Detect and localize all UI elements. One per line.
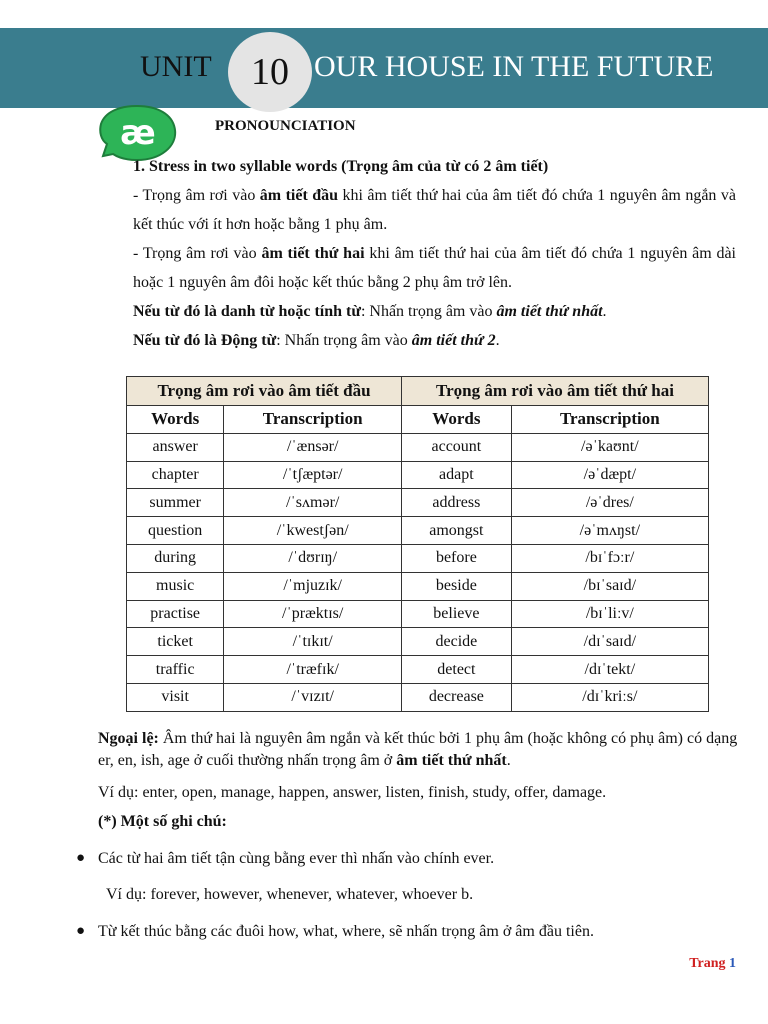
- word-cell: amongst: [402, 517, 512, 545]
- stress-table: [126, 376, 709, 712]
- col-transcription: Transcription: [511, 406, 708, 434]
- transcription-cell: /əˈdres/: [511, 489, 708, 517]
- unit-label: UNIT: [140, 50, 212, 83]
- table-row: [127, 572, 709, 600]
- page-number: 1: [729, 956, 736, 971]
- word-cell: practise: [127, 600, 224, 628]
- table-row: [127, 517, 709, 545]
- section-title: PRONOUNCIATION: [215, 118, 356, 134]
- table-row: [127, 600, 709, 628]
- word-cell: adapt: [402, 461, 512, 489]
- group-first-syllable: Trọng âm rơi vào âm tiết đầu: [127, 377, 402, 406]
- notes-title: (*) Một số ghi chú:: [98, 813, 227, 830]
- word-cell: traffic: [127, 656, 224, 684]
- transcription-cell: /əˈmʌŋst/: [511, 517, 708, 545]
- transcription-cell: /bɪˈliːv/: [511, 600, 708, 628]
- table-row: [127, 489, 709, 517]
- transcription-cell: /dɪˈtekt/: [511, 656, 708, 684]
- transcription-cell: /ˈpræktɪs/: [224, 600, 402, 628]
- bullet-icon: ●: [76, 850, 86, 866]
- word-cell: decide: [402, 628, 512, 656]
- word-cell: summer: [127, 489, 224, 517]
- transcription-cell: /dɪˈsaɪd/: [511, 628, 708, 656]
- col-transcription: Transcription: [224, 406, 402, 434]
- rule-nouns-adjectives: Nếu từ đó là danh từ hoặc tính từ: Nhấn trọng âm vào âm tiết thứ nhất.: [133, 303, 607, 320]
- rule-paragraph-1: - Trọng âm rơi vào âm tiết đầu khi âm tiết thứ hai của âm tiết đó chứa 1 nguyên âm ngắn và kết thúc với ít hơn hoặc bằng 1 phụ âm.: [133, 187, 737, 233]
- table-row: [127, 544, 709, 572]
- ae-glyph: æ: [120, 113, 156, 153]
- word-cell: beside: [402, 572, 512, 600]
- rule-verbs: Nếu từ đó là Động từ: Nhấn trọng âm vào âm tiết thứ 2.: [133, 332, 500, 349]
- transcription-cell: /ˈdʊrɪŋ/: [224, 544, 402, 572]
- word-cell: decrease: [402, 683, 512, 711]
- word-cell: chapter: [127, 461, 224, 489]
- rule-heading: 1. Stress in two syllable words (Trọng âm của từ có 2 âm tiết): [133, 158, 549, 175]
- word-cell: question: [127, 517, 224, 545]
- transcription-cell: /bɪˈfɔːr/: [511, 544, 708, 572]
- note-bullet-1: ● Các từ hai âm tiết tận cùng bằng ever thì nhấn vào chính ever.: [76, 850, 495, 867]
- word-cell: detect: [402, 656, 512, 684]
- col-words: Words: [127, 406, 224, 434]
- group-second-syllable: Trọng âm rơi vào âm tiết thứ hai: [402, 377, 709, 406]
- unit-title: OUR HOUSE IN THE FUTURE: [314, 50, 714, 83]
- word-cell: answer: [127, 433, 224, 461]
- col-words: Words: [402, 406, 512, 434]
- note-bullet-1-example: Ví dụ: forever, however, whenever, whatever, whoever b.: [106, 886, 474, 903]
- transcription-cell: /əˈkaʊnt/: [511, 433, 708, 461]
- word-cell: account: [402, 433, 512, 461]
- transcription-cell: /ˈvɪzɪt/: [224, 683, 402, 711]
- table-row: [127, 628, 709, 656]
- page-footer: [689, 956, 736, 972]
- word-cell: visit: [127, 683, 224, 711]
- transcription-cell: /əˈdæpt/: [511, 461, 708, 489]
- transcription-cell: /ˈkwestʃən/: [224, 517, 402, 545]
- word-cell: before: [402, 544, 512, 572]
- word-cell: believe: [402, 600, 512, 628]
- page-label: Trang: [689, 956, 726, 971]
- transcription-cell: /ˈtræfɪk/: [224, 656, 402, 684]
- stress-rules: [133, 152, 736, 355]
- rule-paragraph-2: - Trọng âm rơi vào âm tiết thứ hai khi âm tiết thứ hai của âm tiết đó chứa 1 nguyên âm dài hoặc 1 nguyên âm đôi hoặc kết thúc bằng 2 phụ âm trở lên.: [133, 245, 736, 291]
- table-row: [127, 656, 709, 684]
- exception-note: Ngoại lệ: Âm thứ hai là nguyên âm ngắn và kết thúc bởi 1 phụ âm (hoặc không có phụ âm) có dạng er, en, ish, age ở cuối thường nhấn trọng âm ở âm tiết thứ nhất.: [98, 730, 738, 769]
- transcription-cell: /ˈænsər/: [224, 433, 402, 461]
- word-cell: ticket: [127, 628, 224, 656]
- table-row: [127, 683, 709, 711]
- note-bullet-2: ● Từ kết thúc bằng các đuôi how, what, where, sẽ nhấn trọng âm ở âm đầu tiên.: [76, 923, 594, 940]
- transcription-cell: /ˈmjuzɪk/: [224, 572, 402, 600]
- transcription-cell: /ˈtɪkɪt/: [224, 628, 402, 656]
- transcription-cell: /ˈtʃæptər/: [224, 461, 402, 489]
- example-line: Ví dụ: enter, open, manage, happen, answer, listen, finish, study, offer, damage.: [98, 784, 607, 801]
- word-cell: during: [127, 544, 224, 572]
- word-cell: address: [402, 489, 512, 517]
- bullet-icon: ●: [76, 923, 86, 939]
- transcription-cell: /dɪˈkriːs/: [511, 683, 708, 711]
- transcription-cell: /ˈsʌmər/: [224, 489, 402, 517]
- table-row: [127, 433, 709, 461]
- transcription-cell: /bɪˈsaɪd/: [511, 572, 708, 600]
- word-cell: music: [127, 572, 224, 600]
- table-body: [127, 433, 709, 711]
- table-row: [127, 461, 709, 489]
- unit-number-badge: 10: [228, 32, 312, 112]
